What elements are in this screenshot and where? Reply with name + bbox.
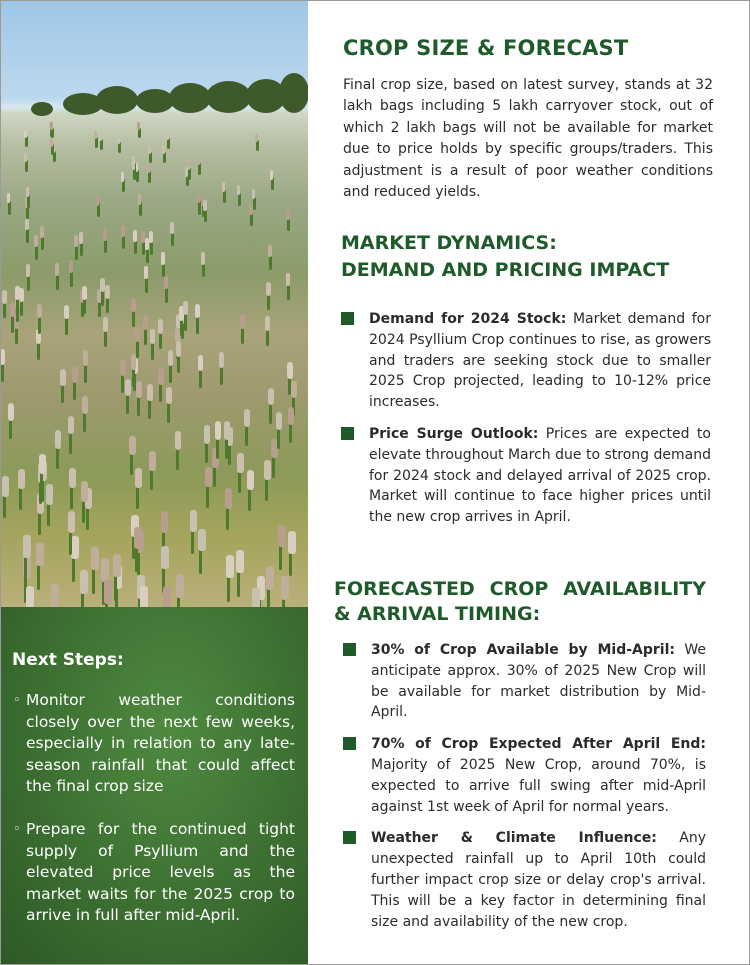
plant-seed-head xyxy=(201,252,205,265)
plant-seed-head xyxy=(176,574,184,598)
next-steps-list xyxy=(13,690,295,948)
plant-seed-head xyxy=(24,130,27,138)
crop-size-heading: CROP SIZE & FORECAST xyxy=(343,36,629,60)
plant-seed-head xyxy=(286,273,290,286)
plant-seed-head xyxy=(120,360,126,376)
plant-seed-head xyxy=(137,122,140,130)
plant-seed-head xyxy=(166,132,169,140)
plant-seed-head xyxy=(249,204,253,215)
plant-seed-head xyxy=(147,164,150,173)
plant-seed-head xyxy=(2,476,9,497)
plant-seed-head xyxy=(224,421,230,440)
plant-seed-head xyxy=(222,182,225,192)
plant-seed-head xyxy=(268,388,274,405)
plant-seed-head xyxy=(24,153,27,162)
plant-seed-head xyxy=(7,193,10,203)
plant-seed-head xyxy=(117,136,120,144)
plant-seed-head xyxy=(129,436,136,455)
plant-seed-head xyxy=(175,431,181,450)
plant-seed-head xyxy=(50,138,53,147)
plant-seed-head xyxy=(215,421,221,440)
plant-seed-head xyxy=(103,317,108,332)
square-bullet-icon xyxy=(341,312,354,325)
plant-seed-head xyxy=(132,161,135,170)
plant-seed-head xyxy=(197,156,200,165)
plant-seed-head xyxy=(64,305,69,319)
plant-seed-head xyxy=(149,231,153,243)
plant-seed-head xyxy=(170,222,174,234)
plant-seed-head xyxy=(2,290,7,304)
plant-seed-head xyxy=(195,304,200,318)
market-dynamics-list xyxy=(341,309,711,539)
plant-seed-head xyxy=(226,555,234,578)
plant-seed-head xyxy=(143,315,148,330)
plant-seed-head xyxy=(266,282,271,296)
plant-seed-head xyxy=(105,285,110,299)
plant-seed-head xyxy=(161,546,169,569)
plant-seed-head xyxy=(281,576,289,600)
plant-seed-head xyxy=(168,350,173,366)
plant-seed-head xyxy=(219,352,224,368)
plant-seed-head xyxy=(185,167,188,177)
plant-seed-head xyxy=(278,525,286,547)
plant-seed-head xyxy=(240,314,245,329)
plant-seed-head xyxy=(158,319,163,334)
plant-seed-head xyxy=(198,355,203,371)
plant-seed-head xyxy=(288,531,296,554)
plant-seed-head xyxy=(121,225,125,237)
plant-seed-head xyxy=(204,425,210,444)
forecast-list xyxy=(343,640,706,943)
next-steps-item: ◦ Prepare for the continued tight supply of Psyllium and the elevated price levels as the market waits for the 2025 crop to arrive in full after mid-April. xyxy=(13,819,295,925)
plant-seed-head xyxy=(79,232,83,244)
plant-seed-head xyxy=(8,403,14,421)
plant-seed-head xyxy=(286,209,290,220)
plant-seed-head xyxy=(1,349,5,365)
next-steps-title: Next Steps: xyxy=(12,650,124,670)
plant-seed-head xyxy=(145,238,149,250)
square-bullet-icon xyxy=(343,737,356,750)
plant-seed-head xyxy=(162,145,165,154)
plant-seed-head xyxy=(55,263,59,276)
plant-seed-head xyxy=(82,286,87,300)
plant-seed-head xyxy=(237,185,240,195)
plant-seed-head xyxy=(237,453,244,473)
plant-seed-head xyxy=(247,470,254,490)
forecast-heading-line2: & ARRIVAL TIMING: xyxy=(334,603,541,625)
crop-size-paragraph: Final crop size, based on latest survey, stands at 32 lakh bags including 5 lakh carryover stock, out of which 2 lakh bags will not be available for market due to price holds by specific groups/traders. This adjustment is a result of poor weather conditions and reduced yields. xyxy=(343,77,713,201)
plant-seed-head xyxy=(18,469,25,489)
plant-seed-head xyxy=(225,488,232,509)
plant-seed-head xyxy=(276,412,282,430)
plant-seed-head xyxy=(10,303,15,317)
plant-seed-head xyxy=(133,230,137,242)
plant-seed-head xyxy=(72,366,78,383)
market-dynamics-item: Price Surge Outlook: Prices are expected to elevate throughout March due to strong demand for 2024 stock and delayed arrival of 2025 crop. Market will continue to face higher prices until the new crop arrives in April. xyxy=(341,424,711,528)
plant-seed-head xyxy=(26,187,29,197)
square-bullet-icon xyxy=(341,427,354,440)
plant-seed-head xyxy=(60,369,66,386)
plant-seed-head xyxy=(51,584,59,607)
square-bullet-icon xyxy=(343,643,356,656)
plant-seed-head xyxy=(103,229,107,241)
plant-seed-head xyxy=(203,200,207,211)
plant-seed-head xyxy=(26,264,30,277)
plant-seed-head xyxy=(163,586,171,607)
next-steps-panel xyxy=(1,607,308,964)
next-steps-item: ◦ Monitor weather conditions closely over the next few weeks, especially in relation to any late-season rainfall that could affect the final crop size xyxy=(13,691,295,796)
plant-seed-head xyxy=(291,381,297,398)
plant-seed-head xyxy=(15,286,20,300)
plant-seed-head xyxy=(99,133,102,141)
plant-seed-head xyxy=(94,131,97,139)
plant-seed-head xyxy=(82,396,88,414)
plant-seed-head xyxy=(100,278,105,292)
plant-seed-head xyxy=(176,341,181,357)
plant-seed-head xyxy=(134,527,142,549)
plant-seed-head xyxy=(268,245,272,257)
plant-seed-head xyxy=(198,529,206,551)
plant-seed-head xyxy=(25,219,29,230)
plant-seed-head xyxy=(125,379,131,396)
forecast-item: Weather & Climate Influence: Any unexpected rainfall up to April 10th could further impact crop size or delay crop's arrival. This will be a key factor in determining final size and availability of the new crop. xyxy=(343,828,706,932)
plant-seed-head xyxy=(68,511,75,533)
plant-seed-head xyxy=(244,409,250,427)
plant-seed-head xyxy=(50,122,53,130)
plant-seed-head xyxy=(148,145,151,154)
plant-seed-head xyxy=(138,194,141,205)
plant-seed-head xyxy=(255,134,258,142)
plant-seed-head xyxy=(131,298,136,312)
plant-seed-head xyxy=(74,235,78,247)
ring-bullet-icon: ◦ xyxy=(13,693,21,708)
plant-seed-head xyxy=(34,235,38,247)
plant-seed-head xyxy=(69,468,76,488)
plant-seed-head xyxy=(23,535,31,558)
plant-seed-head xyxy=(264,460,271,480)
plant-seed-head xyxy=(40,226,44,238)
psyllium-field-photo xyxy=(1,1,308,607)
plant-seed-head xyxy=(265,316,270,331)
plant-seed-head xyxy=(140,586,148,607)
plant-seed-head xyxy=(69,260,73,273)
plant-seed-head xyxy=(150,329,155,344)
plant-seed-head xyxy=(113,554,121,577)
plant-seed-head xyxy=(80,570,88,594)
plant-seed-head xyxy=(183,301,188,315)
plant-seed-head xyxy=(288,407,294,425)
plant-seed-head xyxy=(147,384,153,401)
plant-seed-head xyxy=(161,511,168,533)
forecast-item: 30% of Crop Available by Mid-April: We anticipate approx. 30% of 2025 New Crop will be available for market distribution by Mid-April. xyxy=(343,640,706,723)
plant-seed-head xyxy=(68,416,74,434)
plant-seed-head xyxy=(287,362,293,379)
plant-seed-head xyxy=(144,266,148,279)
plant-seed-head xyxy=(39,454,46,474)
plant-seed-head xyxy=(149,451,156,471)
plant-seed-head xyxy=(37,304,42,318)
plant-seed-head xyxy=(190,510,197,532)
plant-seed-head xyxy=(55,430,61,449)
plant-seed-head xyxy=(91,547,99,570)
plant-seed-head xyxy=(270,170,273,180)
plant-seed-head xyxy=(36,543,44,566)
plant-seed-head xyxy=(81,481,88,502)
plant-seed-head xyxy=(158,368,164,385)
plant-seed-head xyxy=(46,484,53,505)
plant-seed-head xyxy=(164,276,168,289)
ring-bullet-icon: ◦ xyxy=(13,821,21,837)
plant-seed-head xyxy=(197,193,200,203)
plant-seed-head xyxy=(121,172,124,182)
plant-seed-head xyxy=(252,588,260,607)
plant-seed-head xyxy=(236,550,244,573)
plant-seed-head xyxy=(104,580,112,604)
market-dynamics-heading: MARKET DYNAMICS: DEMAND AND PRICING IMPACT xyxy=(341,232,670,281)
plant-seed-head xyxy=(252,189,255,199)
plant-seed-head xyxy=(136,381,142,398)
plant-stalk xyxy=(118,142,121,153)
plant-seed-head xyxy=(101,558,109,582)
plant-seed-head xyxy=(166,387,172,404)
square-bullet-icon xyxy=(343,831,356,844)
plant-seed-head xyxy=(266,566,274,590)
plant-seed-head xyxy=(83,350,88,366)
plant-seed-head xyxy=(135,327,140,342)
plant-seed-head xyxy=(26,586,34,607)
forecast-heading-line1: FORECASTED CROP AVAILABILITY xyxy=(334,578,706,600)
plant-seed-head xyxy=(71,536,79,559)
market-dynamics-item: Demand for 2024 Stock: Market demand for 2024 Psyllium Crop continues to rise, as growers and traders are seeking stock due to smaller 2025 Crop projected, leading to 10-12% price increases. xyxy=(341,309,711,413)
plant-seed-head xyxy=(161,252,165,265)
plant-seed-head xyxy=(96,195,99,206)
plant-seed-head xyxy=(135,468,142,488)
plant-seed-head xyxy=(205,467,212,487)
forecast-item: 70% of Crop Expected After April End: Majority of 2025 New Crop, around 70%, is expected to arrive full swing after mid-April against 1st week of April for normal years. xyxy=(343,734,706,817)
